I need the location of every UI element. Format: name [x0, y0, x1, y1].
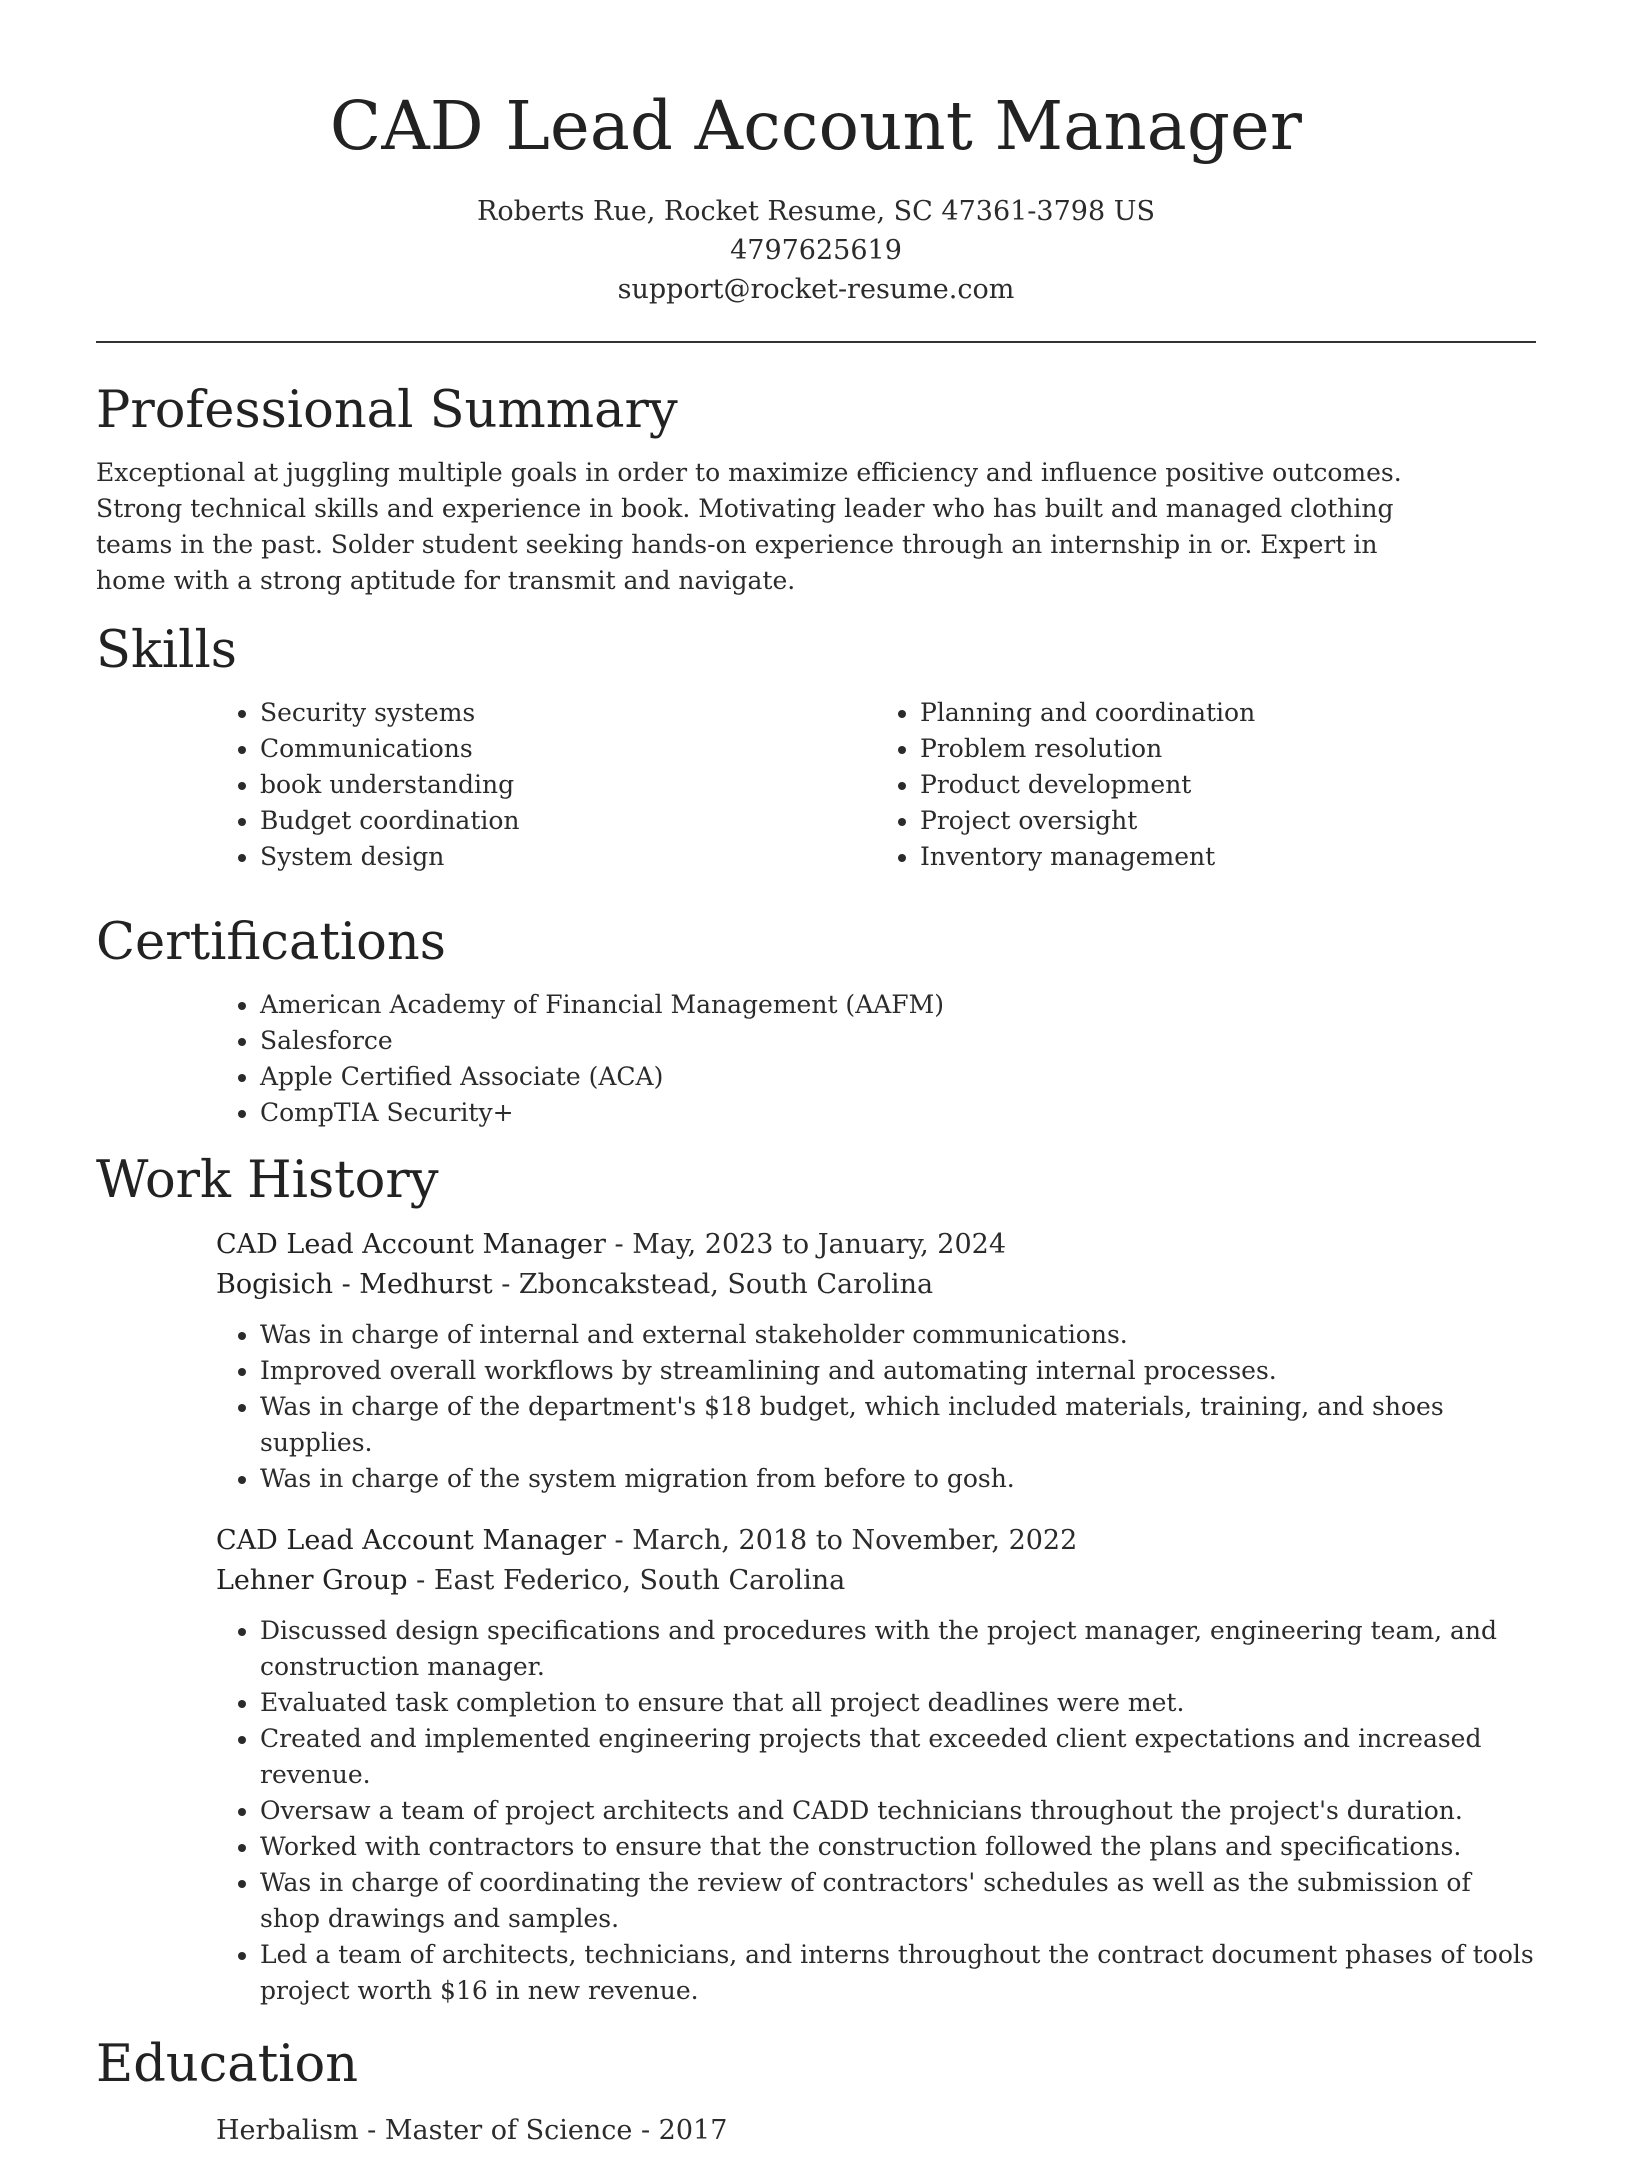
certification-item: • CompTIA Security+ — [260, 1095, 1536, 1131]
skill-item: • Communications — [260, 731, 876, 767]
job-location: Zboncakstead, South Carolina — [518, 1269, 934, 1300]
contact-address: Roberts Rue, Rocket Resume, SC 47361-3798 US — [477, 196, 1155, 227]
job-title-line — [216, 1225, 1536, 1265]
certifications-section — [96, 911, 1536, 1131]
work-history-section — [96, 1149, 1536, 2009]
job-bullet: • Created and implemented engineering projects that exceeded client expectations and increased revenue. — [260, 1721, 1536, 1793]
job-dates: May, 2023 to January, 2024 — [632, 1229, 1006, 1260]
contact-info — [0, 192, 1632, 309]
certification-item: • American Academy of Financial Management (AAFM) — [260, 987, 1536, 1023]
separator: - — [640, 2115, 659, 2146]
education-year: 2017 — [658, 2115, 728, 2146]
skills-list-right — [876, 695, 1536, 875]
skills-list-left — [216, 695, 876, 875]
resume-header — [0, 0, 1632, 309]
skill-item: • Problem resolution — [920, 731, 1536, 767]
job-bullets — [216, 1317, 1536, 1497]
skill-item: • Product development — [920, 767, 1536, 803]
skill-item: • Security systems — [260, 695, 876, 731]
job-bullet: • Was in charge of coordinating the review of contractors' schedules as well as the submission of shop drawings and samples. — [260, 1865, 1536, 1937]
job-bullet: • Was in charge of the department's $18 budget, which included materials, training, and shoes supplies. — [260, 1389, 1536, 1461]
job-company: Bogisich - Medhurst — [216, 1269, 493, 1300]
separator: - — [416, 1565, 434, 1596]
skill-item: • Planning and coordination — [920, 695, 1536, 731]
skills-grid — [216, 683, 1536, 893]
skills-heading: Skills — [96, 621, 237, 680]
job-bullet: • Oversaw a team of project architects and CADD technicians throughout the project's duration. — [260, 1793, 1536, 1829]
certification-item: • Apple Certified Associate (ACA) — [260, 1059, 1536, 1095]
job-company-line — [216, 1561, 1536, 1601]
job-title: CAD Lead Account Manager — [216, 1525, 606, 1556]
separator: - — [614, 1229, 633, 1260]
candidate-name: CAD Lead Account Manager — [329, 87, 1303, 165]
separator: - — [367, 2115, 385, 2146]
job-title-line — [216, 1521, 1536, 1561]
education-degree: Master of Science — [384, 2115, 633, 2146]
summary-heading: Professional Summary — [96, 381, 678, 440]
job-bullet: • Was in charge of internal and external stakeholder communications. — [260, 1317, 1536, 1353]
summary-text: Exceptional at juggling multiple goals in order to maximize efficiency and influence positive outcomes. Strong technical skills and experience in book. Motivating leader who has built and managed clothing teams in the past. Solder student seeking hands-on experience through an internship in or. Expert in home with a strong aptitude for transmit and navigate. — [96, 458, 1402, 595]
skills-section — [96, 619, 1536, 893]
job-entry — [216, 1225, 1536, 1497]
certifications-list — [216, 987, 1536, 1131]
job-bullet: • Evaluated task completion to ensure that all project deadlines were met. — [260, 1685, 1536, 1721]
job-location: East Federico, South Carolina — [433, 1565, 846, 1596]
skill-item: • System design — [260, 839, 876, 875]
separator: - — [614, 1525, 633, 1556]
job-bullet: • Worked with contractors to ensure that the construction followed the plans and specifications. — [260, 1829, 1536, 1865]
skill-item: • book understanding — [260, 767, 876, 803]
certifications-heading: Certifications — [96, 913, 446, 972]
resume-body — [96, 379, 1536, 2169]
summary-section — [96, 379, 1536, 599]
education-field: Herbalism — [216, 2115, 359, 2146]
header-divider — [96, 341, 1536, 343]
job-bullet: • Led a team of architects, technicians, and interns throughout the contract document phases of tools project worth $16 in new revenue. — [260, 1937, 1536, 2009]
job-entry — [216, 1521, 1536, 2009]
education-heading: Education — [96, 2035, 359, 2094]
education-section — [96, 2033, 1536, 2151]
education-entry — [216, 2111, 1536, 2151]
certification-item: • Salesforce — [260, 1023, 1536, 1059]
contact-phone: 4797625619 — [730, 235, 902, 266]
work-history-heading: Work History — [96, 1151, 439, 1210]
job-company-line — [216, 1265, 1536, 1305]
job-bullet: • Was in charge of the system migration from before to gosh. — [260, 1461, 1536, 1497]
job-title: CAD Lead Account Manager — [216, 1229, 606, 1260]
job-bullets — [216, 1613, 1536, 2009]
certifications-body — [216, 987, 1536, 1131]
job-bullet: • Discussed design specifications and procedures with the project manager, engineering team, and construction manager. — [260, 1613, 1536, 1685]
job-bullet: • Improved overall workflows by streamlining and automating internal processes. — [260, 1353, 1536, 1389]
skill-item: • Project oversight — [920, 803, 1536, 839]
job-dates: March, 2018 to November, 2022 — [632, 1525, 1078, 1556]
separator: - — [501, 1269, 519, 1300]
contact-email: support@rocket-resume.com — [617, 274, 1015, 305]
skill-item: • Budget coordination — [260, 803, 876, 839]
job-company: Lehner Group — [216, 1565, 408, 1596]
skill-item: • Inventory management — [920, 839, 1536, 875]
